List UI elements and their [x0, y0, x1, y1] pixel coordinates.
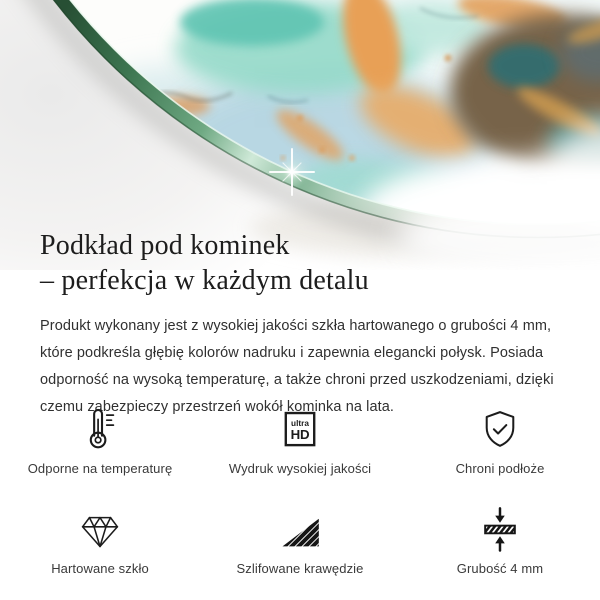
product-description: Produkt wykonany jest z wysokiej jakości szkła hartowanego o grubości 4 mm, które podkreśla głębię kolorów nadruku i zapewnia elegancki połysk. Posiada odporność na wysoką temperaturę, a także chroni przed uszkodzeniami, dzięki czemu zabezpieczy przestrzeń wokół kominka na lata. — [40, 318, 554, 415]
feature-label: Szlifowane krawędzie — [236, 561, 364, 576]
feature-protects-floor — [400, 402, 600, 476]
svg-text:ultra: ultra — [291, 418, 309, 428]
thickness-icon — [477, 502, 523, 552]
shield-check-icon — [478, 402, 522, 452]
thermometer-icon — [77, 402, 123, 452]
feature-label: Hartowane szkło — [51, 561, 149, 576]
feature-thickness — [400, 502, 600, 576]
feature-tempered-glass — [0, 502, 200, 576]
page-title-line2: – perfekcja w każdym detalu — [40, 265, 369, 296]
page-title — [40, 228, 562, 298]
features-grid — [0, 402, 600, 576]
feature-label: Wydruk wysokiej jakości — [228, 461, 372, 476]
feature-label: Chroni podłoże — [455, 461, 545, 476]
feature-print-quality — [200, 402, 400, 476]
svg-text:HD: HD — [290, 427, 310, 443]
feature-label: Odporne na temperaturę — [27, 461, 173, 476]
page-title-line1: Podkład pod kominek — [40, 230, 290, 261]
ultra-hd-icon — [278, 402, 322, 452]
feature-temperature — [0, 402, 200, 476]
diamond-icon — [77, 502, 123, 552]
bevel-stripes-icon — [278, 502, 322, 552]
feature-polished-edges — [200, 502, 400, 576]
feature-label: Grubość 4 mm — [456, 561, 544, 576]
